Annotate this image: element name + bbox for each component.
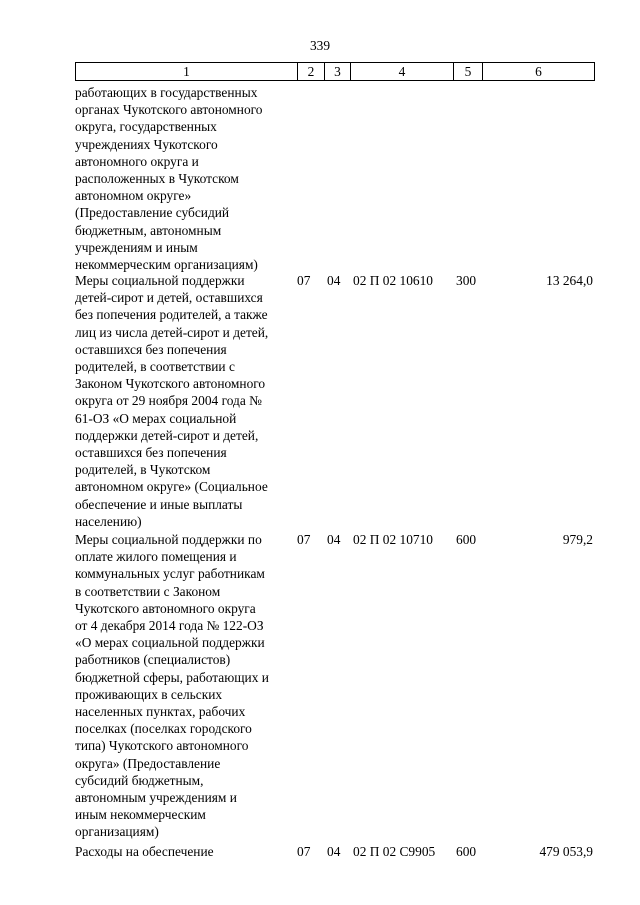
row-name-line: учреждениях Чукотского [75, 136, 218, 152]
row-name-line: детей-сирот и детей, оставшихся [75, 290, 263, 306]
row-name-line: бюджетной сферы, работающих и [75, 669, 269, 685]
row-name-line: коммунальных услуг работникам [75, 566, 265, 582]
row-section: 07 [297, 844, 311, 859]
row-name-line: Меры социальной поддержки [75, 273, 245, 288]
row-name-line: родителей, в соответствии с [75, 359, 235, 375]
row-subsection: 04 [327, 844, 341, 859]
row-name-line: типа) Чукотского автономного [75, 738, 249, 754]
row-name-line: работников (специалистов) [75, 652, 231, 668]
row-expense-type: 600 [456, 844, 477, 859]
row-name-line: учреждениям и иным [75, 239, 198, 255]
row-name [75, 843, 297, 860]
row-name-line: лиц из числа детей-сирот и детей, [75, 324, 269, 340]
row-name-line: «О мерах социальной поддержки [75, 635, 265, 651]
row-name-line: обеспечение и иные выплаты [75, 496, 243, 512]
row-amount: 979,2 [562, 532, 593, 547]
row-name-line: округа» (Предоставление [75, 755, 221, 771]
row-name-line: 61-ОЗ «О мерах социальной [75, 410, 237, 426]
row-name-line: оставшихся без попечения [75, 341, 227, 357]
row-name-line: расположенных в Чукотском [75, 171, 239, 187]
row-name-line: Законом Чукотского автономного [75, 376, 266, 392]
header-col-6: 6 [483, 63, 595, 81]
row-amount: 13 264,0 [546, 273, 593, 288]
row-name-line: Расходы на обеспечение [75, 844, 214, 859]
row-name-line: поселках (поселках городского [75, 721, 252, 737]
row-name-line: иным некоммерческим [75, 807, 206, 823]
row-name-line: округа от 29 ноября 2004 года № [75, 393, 262, 409]
row-name-line: субсидий бюджетным, [75, 772, 204, 788]
row-subsection: 04 [327, 273, 341, 288]
row-name-line: Меры социальной поддержки по [75, 532, 262, 547]
header-col-5: 5 [454, 63, 483, 81]
row-name-line: округа, государственных [75, 119, 217, 135]
row-name-line: некоммерческим организациям) [75, 257, 258, 273]
row-name-line: органах Чукотского автономного [75, 102, 263, 118]
table-header [75, 62, 595, 81]
row-name-line: оплате жилого помещения и [75, 549, 237, 565]
row-name-line: Чукотского автономного округа [75, 600, 256, 616]
row-name-line: родителей, в Чукотском [75, 462, 211, 478]
row-name-line: населенных пунктах, рабочих [75, 704, 246, 720]
row-name-line: (Предоставление субсидий [75, 205, 230, 221]
row-section: 07 [297, 532, 311, 547]
header-col-4: 4 [351, 63, 454, 81]
row-name-line: проживающих в сельских [75, 686, 223, 702]
row-name [75, 84, 297, 273]
row-name-line: автономным учреждениям и [75, 790, 237, 806]
row-expense-type: 300 [456, 273, 477, 288]
header-col-3: 3 [325, 63, 351, 81]
page-number: 339 [309, 38, 331, 53]
row-name-line: без попечения родителей, а также [75, 307, 268, 323]
row-target-article: 02 П 02 10710 [353, 532, 433, 547]
row-name-line: организациям) [75, 824, 159, 840]
row-name-line: автономного округа и [75, 153, 199, 169]
header-col-1: 1 [76, 63, 298, 81]
row-name [75, 272, 297, 530]
row-subsection: 04 [327, 532, 341, 547]
row-amount: 479 053,9 [539, 844, 593, 859]
header-row [76, 63, 595, 81]
row-name-line: населению) [75, 513, 142, 529]
row-name-line: от 4 декабря 2014 года № 122-ОЗ [75, 618, 264, 634]
row-name-line: бюджетным, автономным [75, 222, 222, 238]
row-target-article: 02 П 02 10610 [353, 273, 433, 288]
row-name-line: работающих в государственных [75, 85, 258, 100]
row-target-article: 02 П 02 С9905 [353, 844, 436, 859]
row-name-line: поддержки детей-сирот и детей, [75, 427, 259, 443]
row-name-line: автономном округе» [75, 188, 192, 204]
row-expense-type: 600 [456, 532, 477, 547]
header-col-2: 2 [298, 63, 325, 81]
row-name-line: автономном округе» (Социальное [75, 479, 268, 495]
row-name-line: в соответствии с Законом [75, 583, 221, 599]
row-name [75, 531, 297, 841]
row-name-line: оставшихся без попечения [75, 445, 227, 461]
row-section: 07 [297, 273, 311, 288]
